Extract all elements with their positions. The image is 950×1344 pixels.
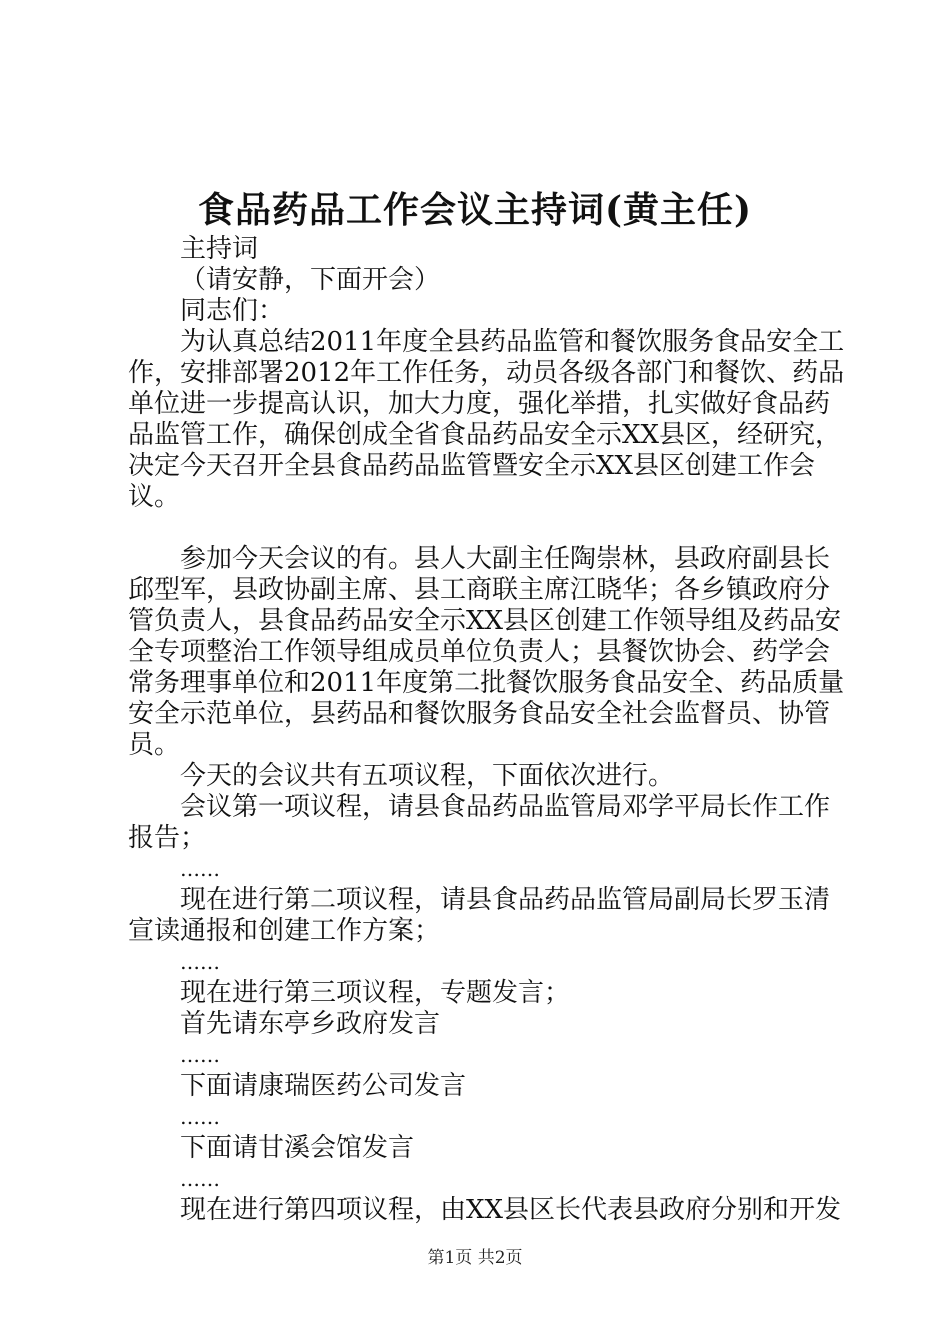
paragraph-agenda-intro: 今天的会议共有五项议程，下面依次进行。 [180,761,675,791]
paragraph-speaker-2: 下面请康瑞医药公司发言 [180,1071,467,1101]
paragraph-speaker-1: 首先请东亭乡政府发言 [180,1009,441,1039]
paragraph-agenda-1: 会议第一项议程，请县食品药品监管局邓学平局长作工作报告； [128,792,831,853]
paragraph-purpose: 为认真总结2011年度全县药品监管和餐饮服务食品安全工作，安排部署2012年工作任务，动员各级各部门和餐饮、药品单位进一步提高认识，加大力度，强化举措，扎实做好食品药品监管工作，确保创成全省食品药品安全示XX县区，经研究，决定今天召开全县食品药品监管暨安全示XX县区创建工作会议。 [128,327,845,512]
paragraph-greeting: 同志们： [180,296,285,326]
document-title: 食品药品工作会议主持词(黄主任) [197,189,753,231]
paragraph-spacer [128,513,850,544]
paragraph-attendees: 参加今天会议的有。县人大副主任陶崇林，县政府副县长邱型军，县政协副主席、县工商联主席江晓华；各乡镇政府分管负责人，县食品药品安全示XX县区创建工作领导组及药品安全专项整治工作领导组成员单位负责人；县餐饮协会、药学会常务理事单位和2011年度第二批餐饮服务食品安全、药品质量安全示范单位，县药品和餐饮服务食品安全社会监督员、协管员。 [128,544,845,760]
paragraph-speaker-3: 下面请甘溪会馆发言 [180,1133,415,1163]
ellipsis-line: …… [180,1167,220,1191]
ellipsis-line: …… [180,1105,220,1129]
ellipsis-line: …… [180,857,220,881]
paragraph-agenda-3: 现在进行第三项议程，专题发言； [180,978,571,1008]
paragraph-heading: 主持词 [180,234,259,264]
page-footer: 第1页 共2页 [427,1248,523,1268]
ellipsis-line: …… [180,950,220,974]
document-body [128,234,850,1226]
paragraph-agenda-2: 现在进行第二项议程，请县食品药品监管局副局长罗玉清宣读通报和创建工作方案； [128,885,831,946]
paragraph-agenda-4: 现在进行第四项议程，由XX县区长代表县政府分别和开发 [180,1195,842,1225]
ellipsis-line: …… [180,1043,220,1067]
paragraph-note: （请安静，下面开会） [180,265,441,295]
